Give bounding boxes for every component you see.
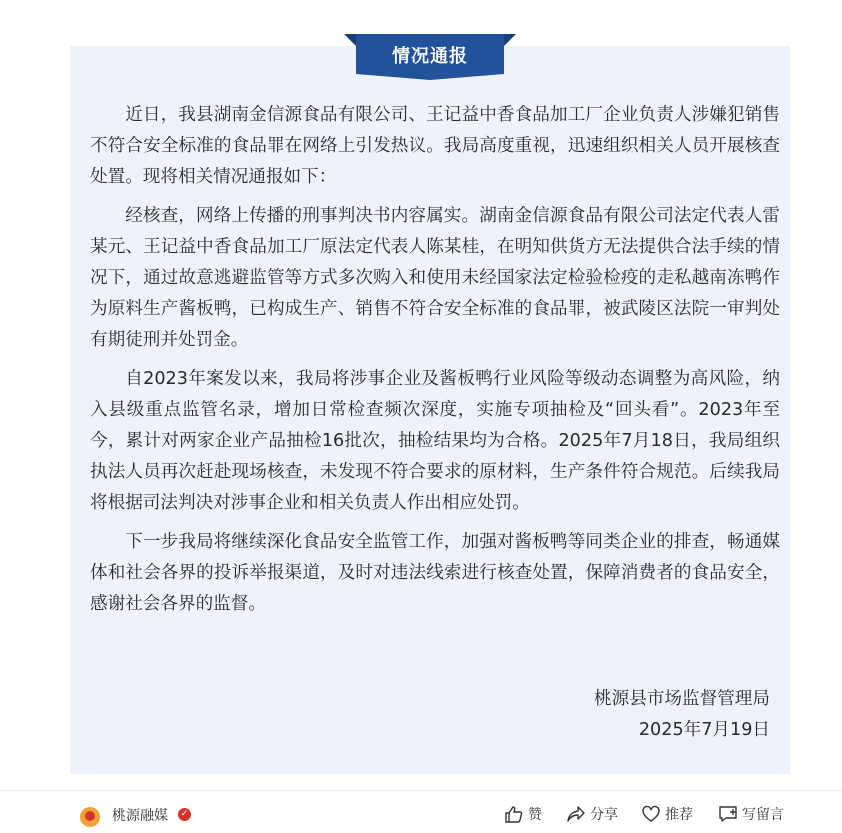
recommend-label: 推荐 [665,807,693,823]
title-banner [344,34,516,80]
paragraph: 近日，我县湖南金信源食品有限公司、王记益中香食品加工厂企业负责人涉嫌犯销售不符合安全标准的食品罪在网络上引发热议。我局高度重视，迅速组织相关人员开展核查处置。现将相关情况通报如下： [90,105,780,187]
comment-label: 写留言 [742,807,784,823]
signature-block [594,684,770,746]
account-logo-icon[interactable] [80,807,100,827]
share-icon [566,804,586,824]
paragraph: 下一步我局将继续深化食品安全监管工作，加强对酱板鸭等同类企业的排查，畅通媒体和社会各界的投诉举报渠道，及时对违法线索进行核查处置，保障消费者的食品安全，感谢社会各界的监督。 [90,532,780,614]
notice-body [90,100,780,628]
notice-title: 情况通报 [392,46,468,67]
account-name[interactable]: 桃源融媒 [112,808,168,824]
paragraph: 经核查，网络上传播的刑事判决书内容属实。湖南金信源食品有限公司法定代表人雷某元、王记益中香食品加工厂原法定代表人陈某桂，在明知供货方无法提供合法手续的情况下，通过故意逃避监管等方式多次购入和使用未经国家法定检验检疫的走私越南冻鸭作为原料生产酱板鸭，已构成生产、销售不符合安全标准的食品罪，被武陵区法院一审判处有期徒刑并处罚金。 [90,206,780,350]
signature-date: 2025年7月19日 [638,720,770,740]
footer-bar [0,790,842,833]
verified-check-icon: ✓ [178,808,191,821]
recommend-button[interactable] [641,803,693,825]
comment-button[interactable] [718,803,784,825]
signature-org: 桃源县市场监督管理局 [594,689,770,709]
paragraph: 自2023年案发以来，我局将涉事企业及酱板鸭行业风险等级动态调整为高风险，纳入县级重点监管名录，增加日常检查频次深度，实施专项抽检及“回头看”。2023年至今，累计对两家企业产品抽检16批次，抽检结果均为合格。2025年7月18日，我局组织执法人员再次赶赴现场核查，未发现不符合要求的原材料，生产条件符合规范。后续我局将根据司法判决对涉事企业和相关负责人作出相应处罚。 [90,369,780,513]
share-label: 分享 [590,807,618,823]
comment-icon [718,804,738,824]
heart-icon [641,804,661,824]
like-button[interactable] [504,803,542,825]
thumbs-up-icon [504,804,524,824]
like-label: 赞 [528,807,542,823]
share-button[interactable] [566,803,618,825]
